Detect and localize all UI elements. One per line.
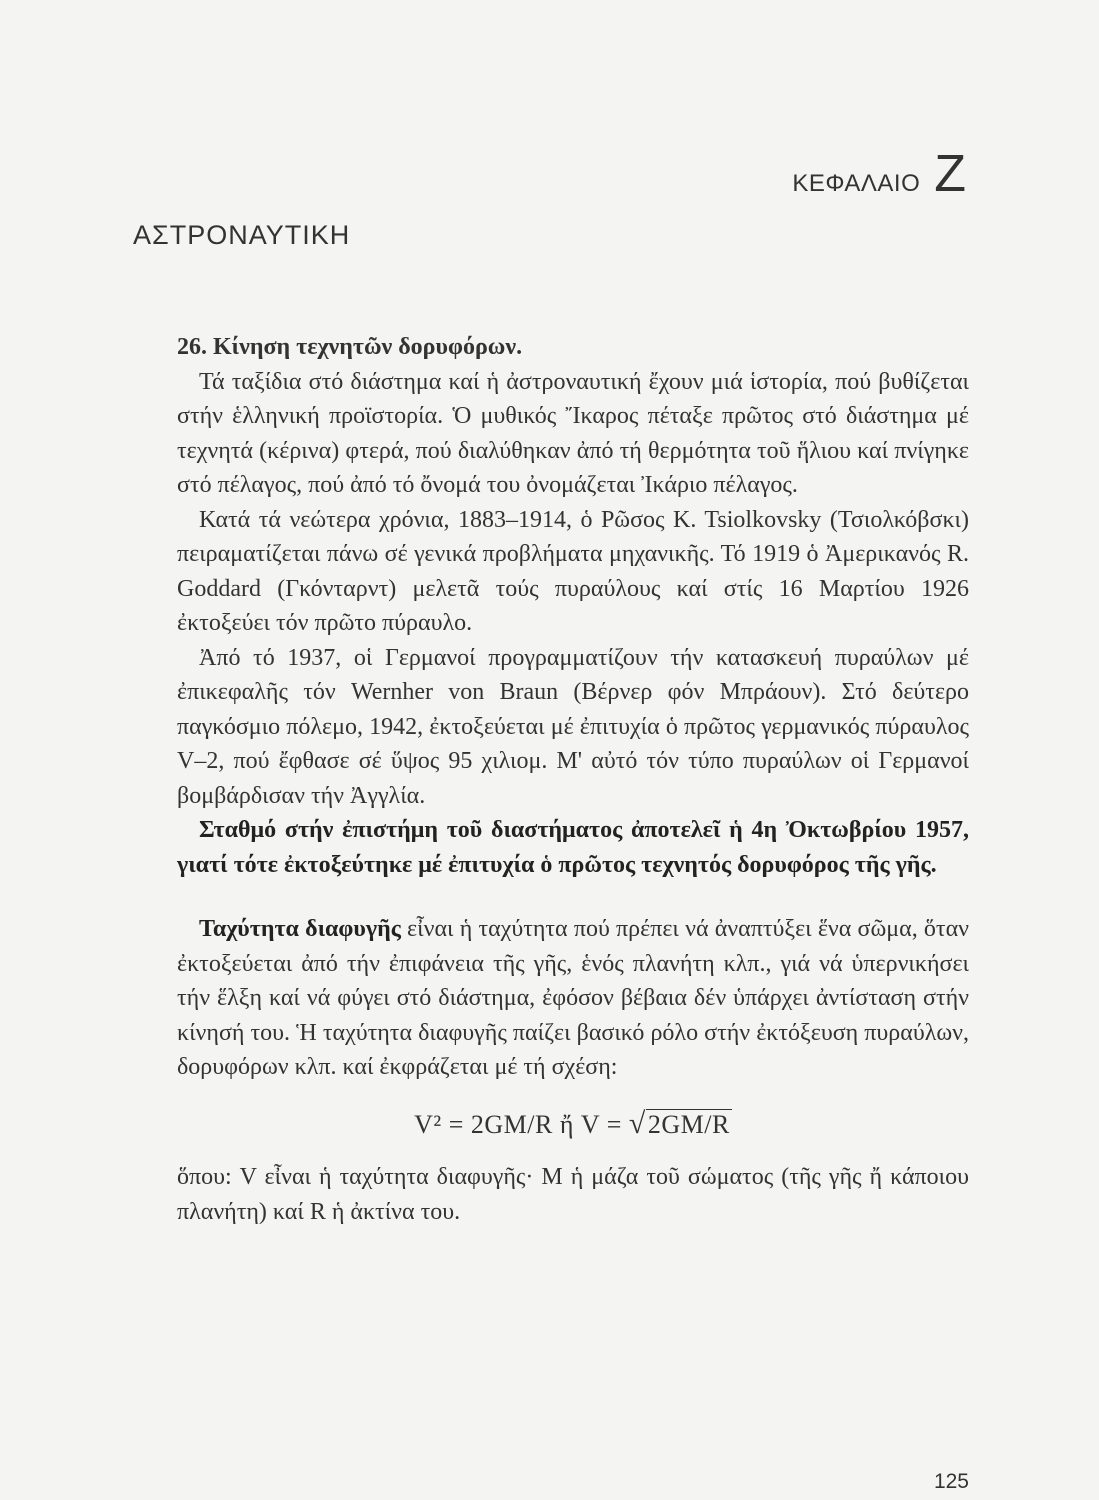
- paragraph-escape-velocity: [177, 912, 969, 1085]
- formula-left: V² = 2GM/R ἤ V =: [414, 1109, 629, 1139]
- chapter-header: [792, 145, 966, 203]
- sqrt-sign: √: [628, 1106, 646, 1140]
- term-escape-velocity: Ταχύτητα διαφυγῆς: [199, 916, 401, 942]
- chapter-letter: Ζ: [934, 145, 966, 203]
- paragraph-germany: Ἀπό τό 1937, οἱ Γερμανοί προγραμματίζουν τήν κατασκευή πυραύλων μέ ἐπικεφαλῆς τόν Wernher von Braun (Βέρνερ φόν Μπράουν). Στό δεύτερο παγκόσμιο πόλεμο, 1942, ἐκτοξεύεται μέ ἐπιτυχία ὁ πρῶτος γερμανικός πύραυλος V–2, πού ἔφθασε σέ ὕψος 95 χιλιομ. Μ' αὐτό τόν τύπο πυραύλων οἱ Γερμανοί βομβάρδισαν τήν Ἀγγλία.: [177, 644, 969, 809]
- paragraph-variables: ὅπου: V εἶναι ἡ ταχύτητα διαφυγῆς· M ἡ μάζα τοῦ σώματος (τῆς γῆς ἤ κάποιου πλανήτη) καί R ἡ ἀκτίνα του.: [177, 1164, 969, 1225]
- spacer: [177, 882, 969, 912]
- sqrt-body: 2GM/R: [647, 1109, 730, 1139]
- paragraph-pioneers: Κατά τά νεώτερα χρόνια, 1883–1914, ὁ Ρῶσος K. Tsiolkovsky (Τσιολκόβσκι) πειραματίζεται πάνω σέ γενικά προβλήματα μηχανικῆς. Τό 1919 ὁ Ἀμερικανός R. Goddard (Γκόνταρντ) μελετᾶ τούς πυραύλους καί στίς 16 Μαρτίου 1926 ἐκτοξεύει τόν πρῶτο πύραυλο.: [177, 506, 969, 636]
- page-number: 125: [933, 1470, 969, 1493]
- chapter-label: ΚΕΦΑΛΑΙΟ: [792, 170, 921, 197]
- chapter-title: ΑΣΤΡΟΝΑΥΤΙΚΗ: [133, 220, 351, 250]
- paragraph-history: Τά ταξίδια στό διάστημα καί ἡ ἀστροναυτική ἔχουν μιά ἱστορία, πού βυθίζεται στήν ἑλληνική προϊστορία. Ὁ μυθικός Ἴκαρος πέταξε πρῶτος στό διάστημα μέ τεχνητά (κέρινα) φτερά, πού διαλύθηκαν ἀπό τή θερμότητα τοῦ ἥλιου καί πνίγηκε στό πέλαγος, πού ἀπό τό ὄνομά του ὀνομάζεται Ἰκάριο πέλαγος.: [177, 368, 969, 498]
- escape-velocity-definition: εἶναι ἡ ταχύτητα πού πρέπει νά ἀναπτύξει ἕνα σῶμα, ὅταν ἐκτοξεύεται ἀπό τήν ἐπιφάνεια τῆς γῆς, ἑνός πλανήτη κλπ., γιά νά ὑπερνικήσει τήν ἕλξη καί νά φύγει στό διάστημα, ἐφόσον βέβαια δέν ὑπάρχει ἀντίσταση στήν κίνησή του. Ἡ ταχύτητα διαφυγῆς παίζει βασικό ρόλο στήν ἐκτόξευση πυραύλων, δορυφόρων κλπ. καί ἐκφράζεται μέ τή σχέση:: [177, 916, 970, 1080]
- formula: [177, 1107, 969, 1143]
- section-heading: 26. Κίνηση τεχνητῶν δορυφόρων.: [177, 334, 523, 360]
- paragraph-milestone: Σταθμό στήν ἐπιστήμη τοῦ διαστήματος ἀποτελεῖ ἡ 4η Ὀκτωβρίου 1957, γιατί τότε ἐκτοξεύτηκε μέ ἐπιτυχία ὁ πρῶτος τεχνητός δορυφόρος τῆς γῆς.: [177, 817, 969, 878]
- body-text: [177, 330, 969, 1229]
- formula-sqrt: [629, 1107, 732, 1143]
